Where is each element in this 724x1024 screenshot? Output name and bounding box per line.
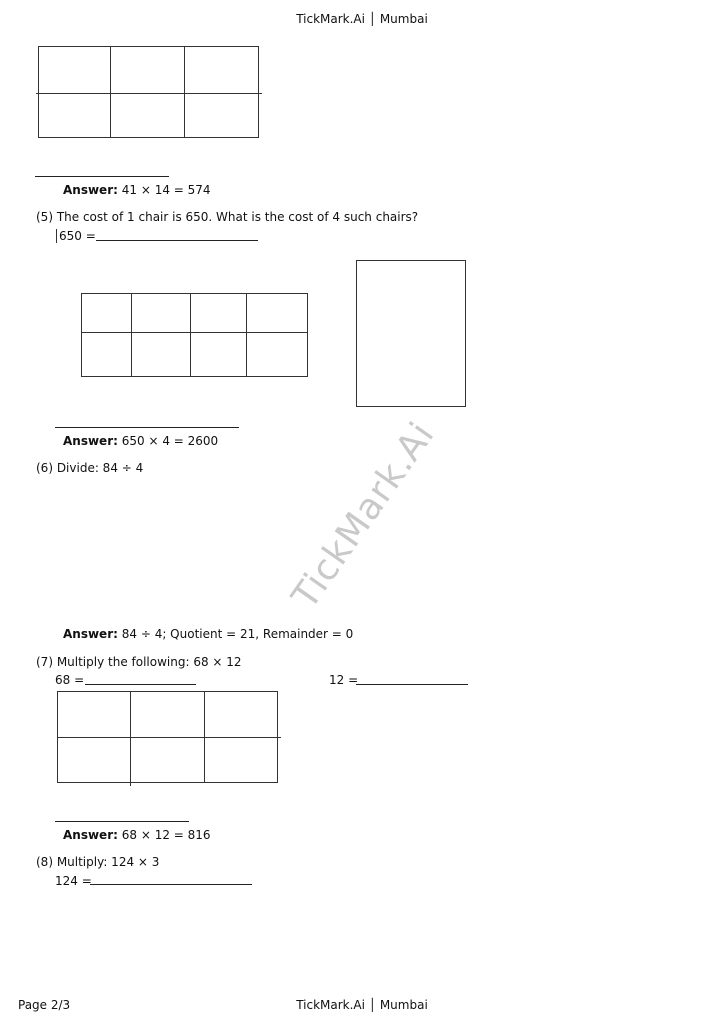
page-footer: TickMark.Ai │ Mumbai (296, 998, 428, 1012)
q7-answer (63, 828, 211, 842)
answer-text: 41 × 14 = 574 (117, 183, 211, 197)
q7-question: (7) Multiply the following: 68 × 12 (36, 655, 242, 669)
q7-blank-left (85, 684, 196, 685)
q5-cursor-bar (56, 229, 57, 243)
q7-prompt-right: 12 = (329, 673, 359, 687)
watermark: TickMark.Ai (284, 414, 443, 617)
answer-label: Answer: (63, 828, 118, 842)
q7-prompt-left: 68 = (55, 673, 85, 687)
q5-question: (5) The cost of 1 chair is 650. What is the cost of 4 such chairs? (36, 210, 419, 224)
q8-question: (8) Multiply: 124 × 3 (36, 855, 160, 869)
q5-answer-line (55, 427, 239, 428)
q4-answer (63, 183, 211, 197)
answer-text: 68 × 12 = 816 (117, 828, 211, 842)
q8-prompt: 124 = (55, 874, 92, 888)
answer-label: Answer: (63, 183, 118, 197)
q6-question: (6) Divide: 84 ÷ 4 (36, 461, 144, 475)
q7-blank-right (356, 684, 468, 685)
q5-answer (63, 434, 218, 448)
q8-blank-line (90, 884, 252, 885)
answer-text: 650 × 4 = 2600 (117, 434, 219, 448)
q4-answer-line (35, 176, 169, 177)
q7-answer-line (55, 821, 189, 822)
q5-work-box (356, 260, 466, 407)
q5-blank-line (96, 240, 258, 241)
answer-label: Answer: (63, 434, 118, 448)
answer-label: Answer: (63, 627, 118, 641)
page-header: TickMark.Ai │ Mumbai (296, 12, 428, 26)
answer-text: 84 ÷ 4; Quotient = 21, Remainder = 0 (117, 627, 354, 641)
page-number: Page 2/3 (18, 998, 71, 1012)
q6-answer (63, 627, 353, 641)
q5-prompt: 650 = (59, 229, 96, 243)
